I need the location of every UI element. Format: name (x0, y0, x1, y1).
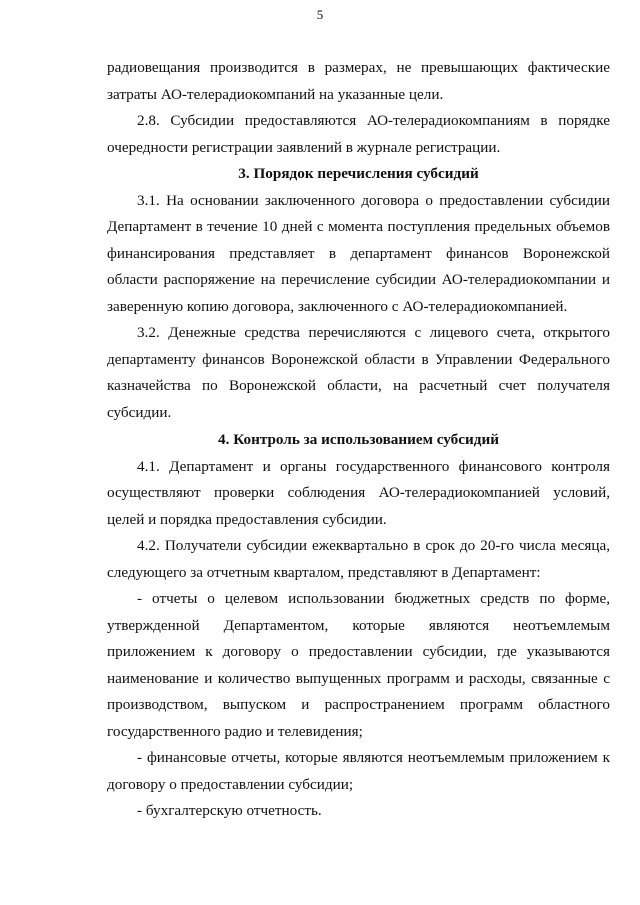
section-4-heading: 4. Контроль за использованием субсидий (218, 431, 499, 448)
paragraph-4-1: 4.1. Департамент и органы государственного финансового контроля осуществляют проверки соблюдения АО-телерадиокомпанией условий, целей и порядка предоставления субсидии. (107, 457, 610, 528)
paragraph-3-2: 3.2. Денежные средства перечисляются с лицевого счета, открытого департаменту финансов Воронежской области в Управлении Федерального казначейства по Воронежской области, на расчетный счет получателя субсидии. (107, 324, 610, 421)
list-item-accounting: - бухгалтерскую отчетность. (137, 802, 322, 819)
list-item-financial-reports: - финансовые отчеты, которые являются неотъемлемым приложением к договору о предоставлении субсидии; (107, 749, 610, 793)
list-item-reports: - отчеты о целевом использовании бюджетных средств по форме, утвержденной Департаментом, которые являются неотъемлемым приложением к договору о предоставлении субсидии, где указываются наименование и количество выпущенных программ и расходы, связанные с производством, выпуском и распространением программ областного государственного радио и телевидения; (107, 590, 610, 740)
document-body (107, 55, 610, 825)
paragraph-2-8: 2.8. Субсидии предоставляются АО-телерадиокомпаниям в порядке очередности регистрации заявлений в журнале регистрации. (107, 112, 610, 156)
page-number: 5 (316, 7, 324, 22)
section-3-heading: 3. Порядок перечисления субсидий (238, 165, 479, 182)
paragraph-4-2: 4.2. Получатели субсидии ежеквартально в срок до 20-го числа месяца, следующего за отчетным кварталом, представляют в Департамент: (107, 537, 610, 581)
paragraph-3-1: 3.1. На основании заключенного договора о предоставлении субсидии Департамент в течение 10 дней с момента поступления предельных объемов финансирования представляет в департамент финансов Воронежской области распоряжение на перечисление субсидии АО-телерадиокомпании и заверенную копию договора, заключенного с АО-телерадиокомпанией. (107, 191, 610, 315)
paragraph-continuation: радиовещания производится в размерах, не превышающих фактические затраты АО-телерадиокомпаний на указанные цели. (107, 59, 610, 103)
